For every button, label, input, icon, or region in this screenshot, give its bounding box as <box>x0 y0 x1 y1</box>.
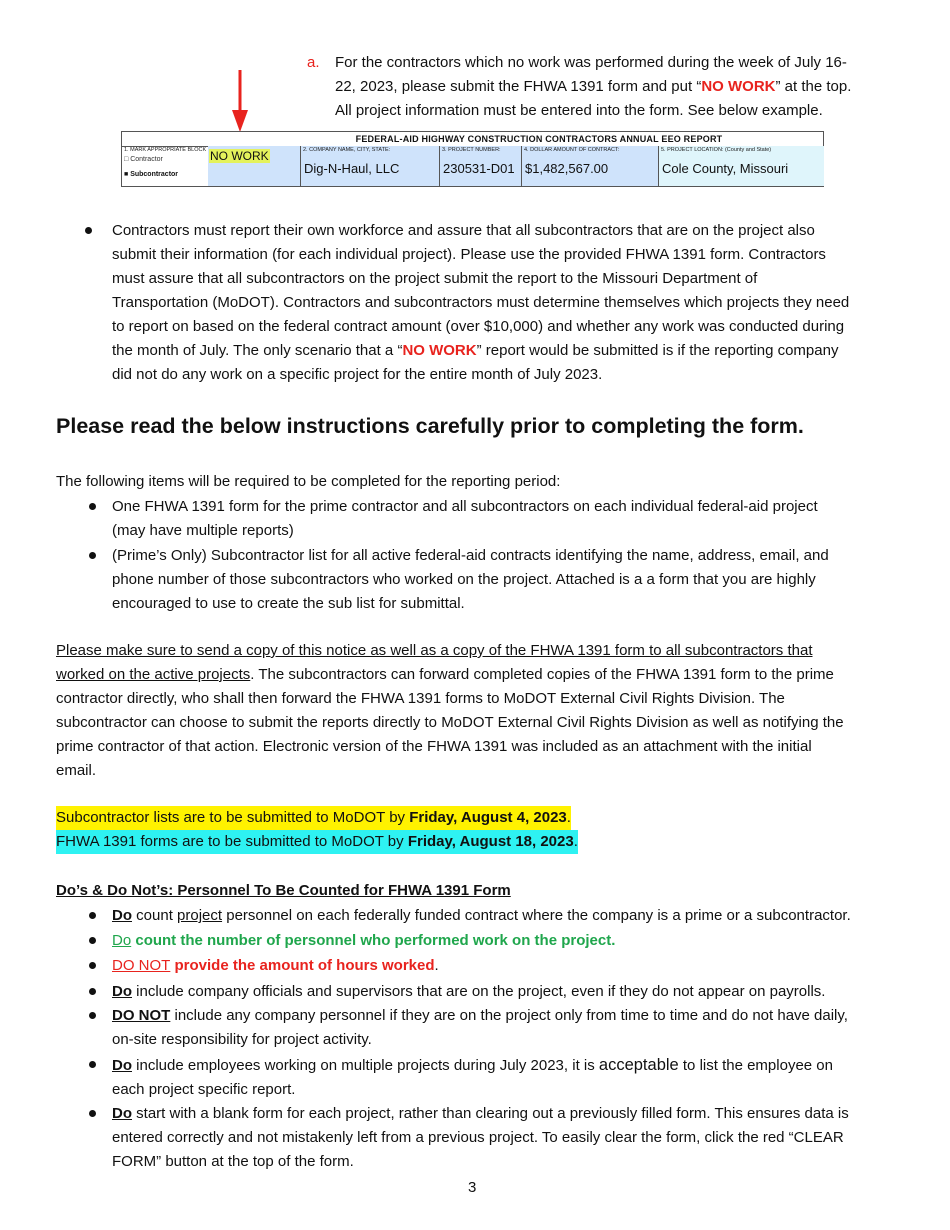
dos-item-3-period: . <box>434 957 439 974</box>
bullet-icon <box>89 937 96 944</box>
subcontractor-option: ■ Subcontractor <box>124 171 179 178</box>
project-location-cell <box>658 146 824 186</box>
bullet-icon <box>89 912 96 919</box>
item-a-line1: For the contractors which no work was performed during the week of July 16- <box>335 54 847 71</box>
copy-paragraph <box>56 639 844 783</box>
dos-item-1-underlined: project <box>177 907 223 924</box>
red-arrow-icon <box>229 70 251 134</box>
main-bullet-line: did not do any work on a specific project for the entire month of July 2023. <box>112 366 603 383</box>
do-not-keyword: DO NOT <box>112 957 171 974</box>
form-title: FEDERAL-AID HIGHWAY CONSTRUCTION CONTRACTORS ANNUAL EEO REPORT <box>259 132 819 147</box>
dos-item-6-text-c: to list the employee on <box>678 1057 833 1074</box>
company-name-value: Dig-N-Haul, LLC <box>304 161 400 176</box>
deadline-1-post: . <box>566 809 571 826</box>
required-item-1-line: (may have multiple reports) <box>112 522 294 539</box>
deadline-subcontractor-lists <box>56 806 571 830</box>
dos-item-6-text-a: include employees working on multiple projects during July 2023, it is <box>132 1057 599 1074</box>
bullet-icon <box>85 227 92 234</box>
dos-item-6-line2: each project specific report. <box>112 1081 296 1098</box>
dos-item-4 <box>112 980 825 1004</box>
dos-item-7 <box>112 1102 849 1174</box>
bullet-icon <box>89 503 96 510</box>
contractor-option: □ Contractor <box>124 156 163 163</box>
bullet-icon <box>89 552 96 559</box>
dos-item-7-line3: FORM” button at the top of the form. <box>112 1153 354 1170</box>
bullet-icon <box>89 1110 96 1117</box>
dos-item-6-acceptable: acceptable <box>598 1056 679 1074</box>
item-a-line3: All project information must be entered into the form. See below example. <box>335 102 823 119</box>
required-intro: The following items will be required to be completed for the reporting period: <box>56 473 561 490</box>
company-name-label: 2. COMPANY NAME, CITY, STATE: <box>303 147 391 153</box>
dos-item-3 <box>112 954 439 978</box>
form-block1 <box>122 146 208 186</box>
item-a-line2-post: ” at the top. <box>775 78 852 95</box>
no-work-emphasis: NO WORK <box>402 342 477 359</box>
project-location-label: 5. PROJECT LOCATION: (County and State) <box>661 147 772 153</box>
project-number-cell <box>439 146 522 186</box>
dos-heading: Do’s & Do Not’s: Personnel To Be Counted for FHWA 1391 Form <box>56 882 511 899</box>
copy-para-line: email. <box>56 762 97 779</box>
do-keyword: Do <box>112 1105 132 1122</box>
bullet-icon <box>89 962 96 969</box>
page-heading: Please read the below instructions carefully prior to completing the form. <box>56 414 804 438</box>
copy-para-line: contractor directly, who shall then forward the FHWA 1391 forms to MoDOT External Civil Rights Division. The <box>56 690 785 707</box>
company-name-cell <box>300 146 440 186</box>
dollar-amount-label: 4. DOLLAR AMOUNT OF CONTRACT: <box>524 147 620 153</box>
contractor-option-label: Contractor <box>130 156 163 163</box>
item-a-line2-pre: 22, 2023, please submit the FHWA 1391 form and put “ <box>335 78 702 95</box>
deadline-1-date: Friday, August 4, 2023 <box>409 809 567 826</box>
item-a-line2 <box>335 75 851 99</box>
dollar-amount-value: $1,482,567.00 <box>525 161 609 176</box>
project-location-value: Cole County, Missouri <box>662 161 789 176</box>
deadline-2-post: . <box>573 833 578 850</box>
main-bullet-line: Contractors must report their own workforce and assure that all subcontractors that are on the project also <box>112 222 815 239</box>
dos-item-2-text: count the number of personnel who performed work on the project. <box>131 932 616 949</box>
required-item-1 <box>112 495 818 543</box>
main-bullet-text <box>112 219 849 387</box>
dollar-amount-cell <box>521 146 659 186</box>
required-item-2-line: encouraged to use to create the sub list for submittal. <box>112 595 465 612</box>
dos-item-7-line2: entered correctly and not mistakenly left from a previous project. To easily clear the form, click the red “CLEAR <box>112 1129 844 1146</box>
form-block1-label: 1. MARK APPROPRIATE BLOCK <box>124 147 207 153</box>
deadline-1-pre: Subcontractor lists are to be submitted to MoDOT by <box>56 809 410 826</box>
form-example-snippet <box>121 131 824 187</box>
page-number: 3 <box>468 1179 477 1196</box>
deadline-fhwa-forms <box>56 830 578 854</box>
do-keyword: Do <box>112 932 132 949</box>
bullet-icon <box>89 988 96 995</box>
do-not-keyword: DO NOT <box>112 1007 171 1024</box>
bullet-icon <box>89 1061 96 1068</box>
no-work-field <box>208 146 300 186</box>
no-work-emphasis: NO WORK <box>701 78 776 95</box>
main-bullet-line: must assure that all subcontractors on the project submit the report to the Missouri Department of <box>112 270 758 287</box>
dos-item-1 <box>112 904 851 928</box>
main-bullet-line: Transportation (MoDOT). Contractors and subcontractors must determine themselves which projects they need <box>112 294 850 311</box>
dos-item-1-a: count <box>132 907 178 924</box>
dos-item-4-text: include company officials and supervisors that are on the project, even if they do not appear on payrolls. <box>132 983 826 1000</box>
subcontractor-option-label: Subcontractor <box>130 171 179 178</box>
copy-para-underlined: worked on the active projects <box>56 666 251 683</box>
list-marker-a: a. <box>307 54 320 71</box>
dos-item-3-text: provide the amount of hours worked <box>170 957 435 974</box>
no-work-highlight: NO WORK <box>210 149 269 163</box>
project-number-label: 3. PROJECT NUMBER: <box>442 147 501 153</box>
deadline-2-date: Friday, August 18, 2023 <box>407 833 574 850</box>
deadline-2-pre: FHWA 1391 forms are to be submitted to MoDOT by <box>56 833 408 850</box>
project-number-value: 230531-D01 <box>443 161 515 176</box>
required-item-2-line: (Prime’s Only) Subcontractor list for all active federal-aid contracts identifying the name, address, email, and <box>112 547 829 564</box>
main-bullet-l6-post: ” report would be submitted is if the reporting company <box>476 342 839 359</box>
dos-item-5-line2: on-site responsibility for project activity. <box>112 1031 372 1048</box>
required-item-2-line: phone number of those subcontractors who worked on the project. Attached is a a form that you are highly <box>112 571 816 588</box>
do-keyword: Do <box>112 1057 132 1074</box>
bullet-icon <box>89 1012 96 1019</box>
copy-para-line <box>56 663 844 687</box>
dos-item-5 <box>112 1004 848 1052</box>
dos-item-1-b: personnel on each federally funded contract where the company is a prime or a subcontractor. <box>222 907 851 924</box>
main-bullet-line: to report on based on the federal contract amount (over $10,000) and whether any work was conducted during <box>112 318 845 335</box>
copy-para-line: subcontractor can choose to submit the reports directly to MoDOT External Civil Rights Division as well as notifying the <box>56 714 844 731</box>
copy-para-line: prime contractor of that action. Electronic version of the FHWA 1391 was included as an attachment with the initial <box>56 738 812 755</box>
dos-item-2 <box>112 929 615 953</box>
do-keyword: Do <box>112 983 132 1000</box>
copy-para-rest: . The subcontractors can forward completed copies of the FHWA 1391 form to the prime <box>250 666 834 683</box>
copy-para-line: Please make sure to send a copy of this notice as well as a copy of the FHWA 1391 form to all subcontractors that <box>56 642 813 659</box>
main-bullet-l6-pre: the month of July. The only scenario that a “ <box>112 342 403 359</box>
required-item-2 <box>112 544 829 616</box>
main-bullet-line <box>112 339 849 363</box>
do-keyword: Do <box>112 907 132 924</box>
dos-item-7-text: start with a blank form for each project, rather than clearing out a previously filled form. This ensures data is <box>132 1105 849 1122</box>
dos-item-5-text: include any company personnel if they are on the project only from time to time and do not have daily, <box>170 1007 848 1024</box>
dos-item-6 <box>112 1053 833 1102</box>
main-bullet-line: submit their information (for each individual project). Please use the provided FHWA 1391 form. Contractors <box>112 246 826 263</box>
required-item-1-line: One FHWA 1391 form for the prime contractor and all subcontractors on each individual federal-aid project <box>112 498 818 515</box>
